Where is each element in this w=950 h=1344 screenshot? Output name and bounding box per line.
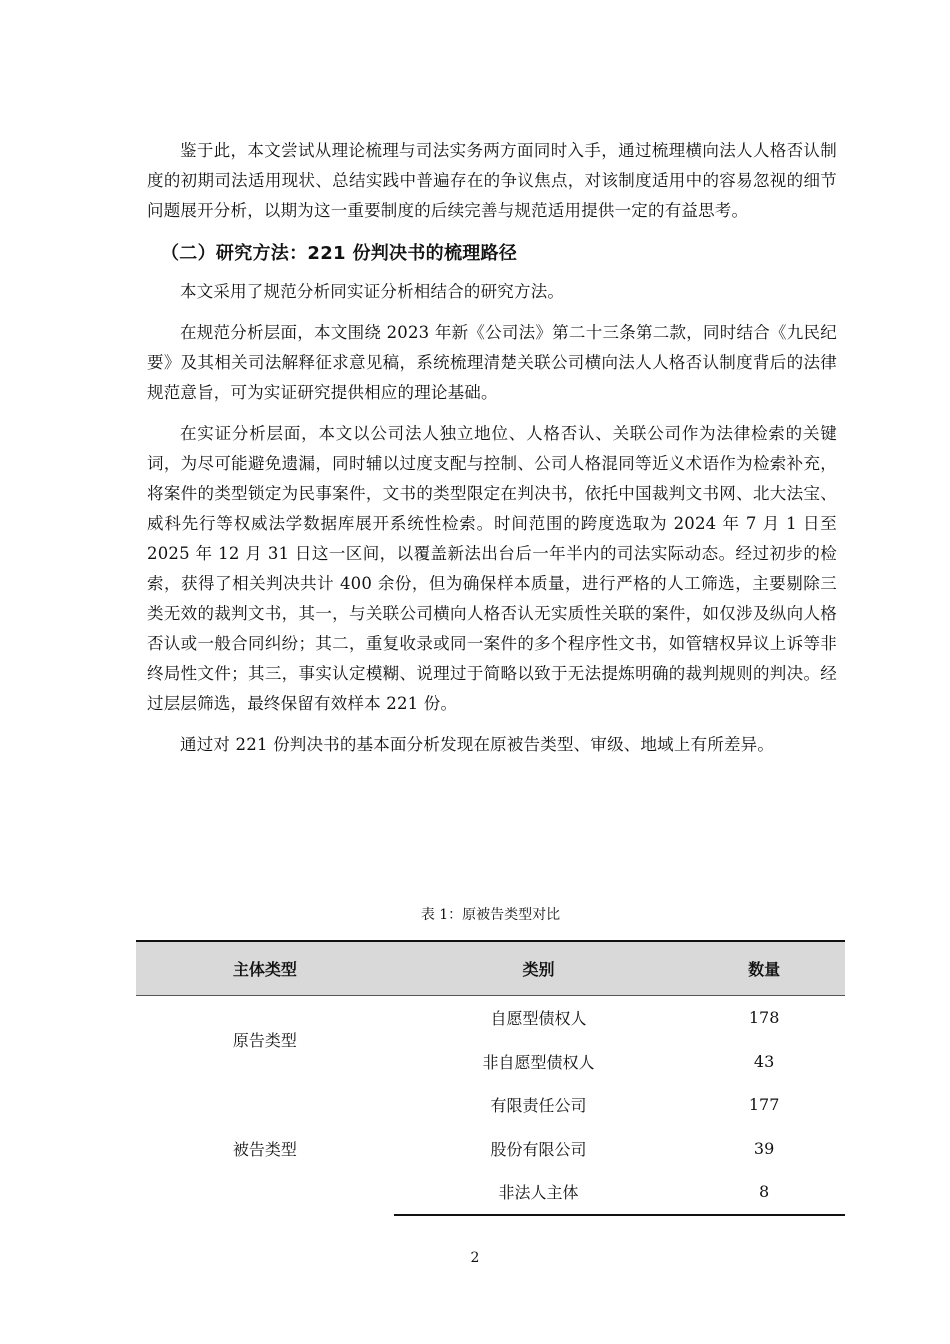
cell-category: 股份有限公司 bbox=[490, 1139, 587, 1159]
table-caption: 表 1：原被告类型对比 bbox=[420, 907, 561, 923]
table-header-row bbox=[136, 941, 845, 996]
body-content bbox=[147, 136, 837, 771]
cell-category: 有限责任公司 bbox=[490, 1096, 587, 1116]
party-type-table bbox=[136, 940, 845, 1216]
cell-category: 非自愿型债权人 bbox=[482, 1052, 595, 1072]
group-defendant-type: 被告类型 bbox=[232, 1140, 297, 1160]
paragraph-intro: 鉴于此，本文尝试从理论梳理与司法实务两方面同时入手，通过梳理横向法人人格否认制度的初期司法适用现状、总结实践中普遍存在的争议焦点，对该制度适用中的容易忽视的细节问题展开分析，以期为这一重要制度的后续完善与规范适用提供一定的有益思考。 bbox=[147, 141, 837, 220]
group-plaintiff-type: 原告类型 bbox=[232, 1031, 297, 1050]
header-subject-type: 主体类型 bbox=[136, 941, 394, 996]
cell-count: 39 bbox=[753, 1138, 775, 1158]
cell-count: 43 bbox=[753, 1051, 775, 1071]
table-row bbox=[136, 1083, 845, 1127]
cell-category: 自愿型债权人 bbox=[490, 1009, 587, 1029]
cell-count: 177 bbox=[748, 1095, 780, 1115]
page-number: 2 bbox=[470, 1250, 480, 1266]
paragraph-method-overview: 本文采用了规范分析同实证分析相结合的研究方法。 bbox=[180, 282, 565, 301]
cell-count: 178 bbox=[748, 1008, 780, 1028]
header-category: 类别 bbox=[394, 941, 683, 996]
header-count: 数量 bbox=[683, 941, 845, 996]
section-heading: （二）研究方法：221 份判决书的梳理路径 bbox=[161, 243, 518, 264]
paragraph-empirical-analysis: 在实证分析层面，本文以公司法人独立地位、人格否认、关联公司作为法律检索的关键词，为尽可能避免遗漏，同时辅以过度支配与控制、公司人格混同等近义术语作为检索补充，将案件的类型锁定为民事案件，文书的类型限定在判决书，依托中国裁判文书网、北大法宝、威科先行等权威法学数据库展开系统性检索。时间范围的跨度选取为 2024 年 7 月 1 日至 2025 年 12 月 31 日这一区间，以覆盖新法出台后一年半内的司法实际动态。经过初步的检索，获得了相关判决共计 400 余份，但为确保样本质量，进行严格的人工筛选，主要剔除三类无效的裁判文书，其一，与关联公司横向人格否认无实质性关联的案件，如仅涉及纵向人格否认或一般合同纠纷；其二，重复收录或同一案件的多个程序性文书，如管辖权异议上诉等非终局性文件；其三，事实认定模糊、说理过于简略以致于无法提炼明确的裁判规则的判决。经过层层筛选，最终保留有效样本 221 份。 bbox=[147, 424, 837, 713]
paragraph-normative-analysis: 在规范分析层面，本文围绕 2023 年新《公司法》第二十三条第二款，同时结合《九民纪要》及其相关司法解释征求意见稿，系统梳理清楚关联公司横向法人人格否认制度背后的法律规范意旨，可为实证研究提供相应的理论基础。 bbox=[147, 323, 837, 402]
cell-count: 8 bbox=[683, 1170, 845, 1215]
paragraph-sample-overview: 通过对 221 份判决书的基本面分析发现在原被告类型、审级、地域上有所差异。 bbox=[180, 735, 775, 754]
table-row bbox=[136, 996, 845, 1040]
cell-category: 非法人主体 bbox=[394, 1170, 683, 1215]
